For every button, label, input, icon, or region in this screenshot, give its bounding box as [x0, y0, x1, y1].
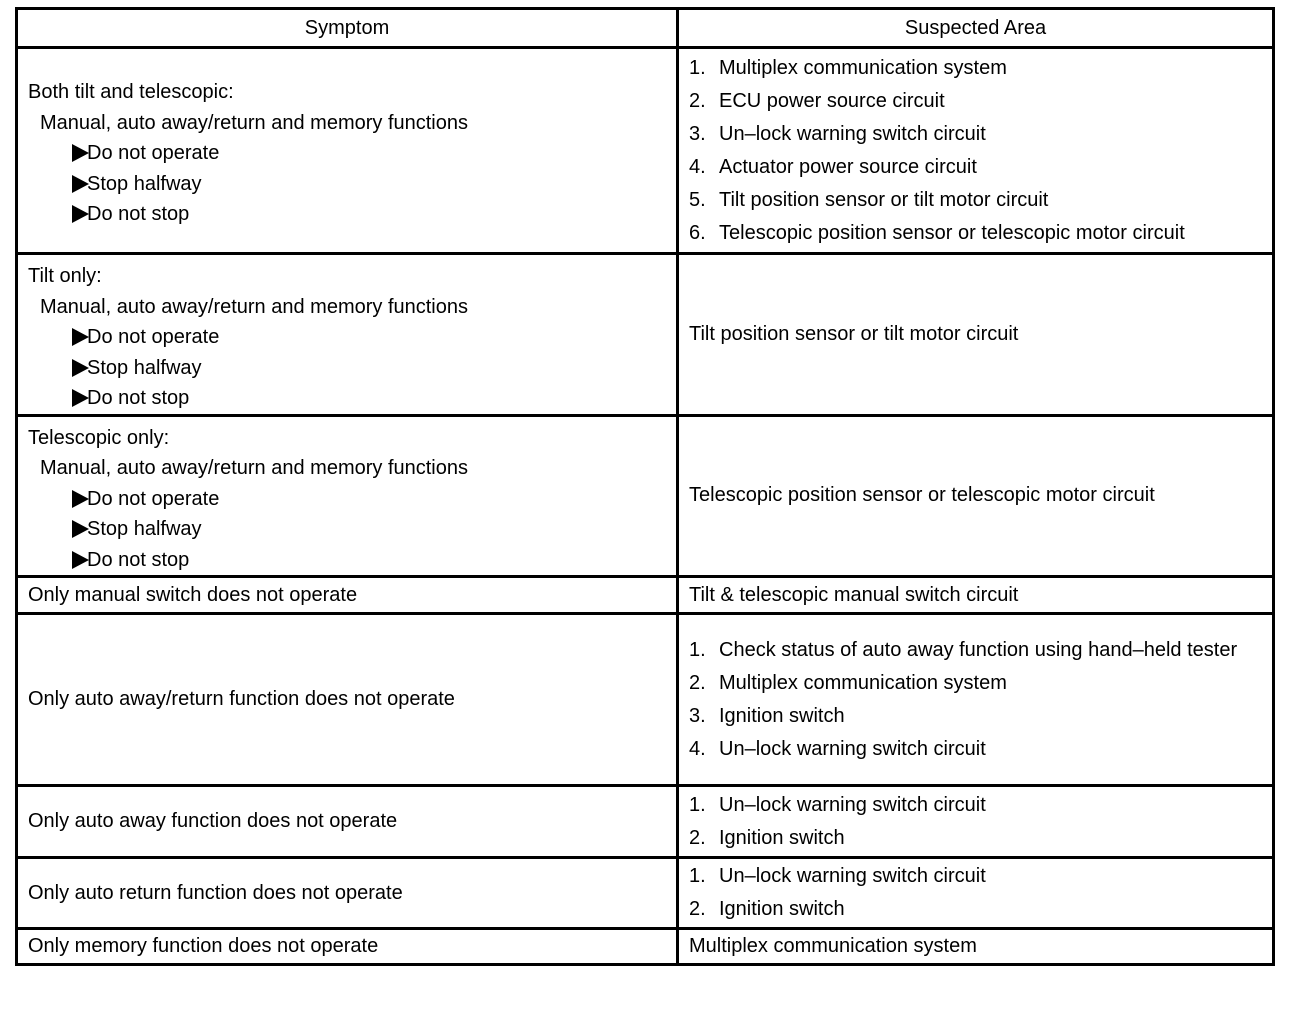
symptom-line — [28, 261, 666, 292]
item-text: Ignition switch — [719, 826, 845, 849]
suspected-area-cell — [678, 254, 1274, 416]
symptom-text: Tilt only: — [28, 265, 102, 287]
item-text: Un–lock warning switch circuit — [719, 865, 986, 887]
item-text: Check status of auto away function using hand–held tester — [719, 638, 1238, 661]
item-number: 1. — [689, 638, 706, 661]
symptom-cell — [17, 614, 678, 786]
item-text: ECU power source circuit — [719, 89, 945, 112]
item-text: Ignition switch — [719, 704, 845, 727]
symptom-text: Do not operate — [87, 487, 220, 510]
table-row — [17, 254, 1274, 416]
symptom-text: Only memory function does not operate — [28, 935, 379, 958]
suspected-area-cell — [678, 415, 1274, 577]
suspected-item — [689, 217, 1262, 250]
symptom-line — [28, 423, 666, 454]
symptom-line — [28, 383, 666, 414]
suspected-area-cell — [678, 48, 1274, 254]
item-number: 5. — [689, 188, 706, 211]
suspected-item — [689, 85, 1262, 118]
table-row — [17, 786, 1274, 858]
symptom-line — [28, 545, 666, 576]
symptom-table — [15, 7, 1275, 966]
item-number: 6. — [689, 221, 706, 244]
suspected-area-header: Suspected Area — [678, 9, 1274, 48]
symptom-cell — [17, 48, 678, 254]
suspected-item — [689, 733, 1262, 766]
suspected-area-cell — [678, 614, 1274, 786]
symptom-line — [28, 684, 666, 715]
symptom-line — [28, 806, 666, 837]
symptom-text: Manual, auto away/return and memory functions — [40, 295, 468, 318]
symptom-line — [28, 292, 666, 323]
symptom-line — [28, 138, 666, 169]
item-number: 3. — [689, 122, 706, 145]
table-row — [17, 48, 1274, 254]
symptom-line — [28, 931, 666, 962]
suspected-area-cell — [678, 858, 1274, 929]
suspected-area-cell — [678, 786, 1274, 858]
item-text: Un–lock warning switch circuit — [719, 793, 986, 816]
symptom-text: Manual, auto away/return and memory functions — [40, 457, 468, 479]
table-row — [17, 577, 1274, 614]
suspected-item — [689, 118, 1262, 151]
symptom-text: Do not stop — [87, 203, 190, 226]
item-text: Multiplex communication system — [719, 56, 1007, 79]
suspected-item — [689, 860, 1262, 893]
symptom-cell — [17, 415, 678, 577]
symptom-line — [28, 199, 666, 230]
suspected-item — [689, 667, 1262, 700]
item-text: Telescopic position sensor or telescopic motor circuit — [719, 221, 1185, 244]
item-number: 2. — [689, 671, 706, 694]
symptom-text: Both tilt and telescopic: — [28, 81, 234, 104]
symptom-text: Telescopic only: — [28, 426, 170, 449]
table-row — [17, 415, 1274, 577]
suspected-area-cell — [678, 929, 1274, 965]
suspected-item — [689, 893, 1262, 926]
symptom-cell — [17, 577, 678, 614]
item-number: 1. — [689, 56, 706, 79]
symptom-line — [28, 353, 666, 384]
symptom-text: Do not stop — [87, 387, 190, 409]
item-text: Ignition switch — [719, 898, 845, 920]
suspected-item — [689, 822, 1262, 855]
symptom-header: Symptom — [17, 9, 678, 48]
symptom-text: Only auto away function does not operate — [28, 810, 398, 833]
symptom-text: Do not operate — [87, 326, 220, 348]
item-number: 4. — [689, 737, 706, 760]
item-text: Multiplex communication system — [719, 671, 1007, 694]
item-number: 2. — [689, 89, 706, 112]
suspected-item — [689, 700, 1262, 733]
symptom-cell — [17, 929, 678, 965]
symptom-text: Stop halfway — [87, 172, 202, 195]
suspected-item — [689, 151, 1262, 184]
table-row — [17, 858, 1274, 929]
symptom-text: Manual, auto away/return and memory functions — [40, 111, 468, 134]
table-row — [17, 929, 1274, 965]
item-text: Tilt position sensor or tilt motor circuit — [719, 188, 1049, 211]
item-number: 2. — [689, 898, 706, 920]
symptom-line — [28, 878, 666, 909]
symptom-text: Do not stop — [87, 548, 190, 571]
symptom-line — [28, 484, 666, 515]
symptom-cell — [17, 786, 678, 858]
symptom-line — [28, 77, 666, 108]
table-row — [17, 614, 1274, 786]
suspected-text: Multiplex communication system — [689, 935, 977, 957]
symptom-line — [28, 169, 666, 200]
header-row — [17, 9, 1274, 48]
suspected-text: Tilt position sensor or tilt motor circuit — [689, 322, 1019, 345]
symptom-cell — [17, 858, 678, 929]
suspected-item — [689, 789, 1262, 822]
symptom-line — [28, 580, 666, 611]
symptom-line — [28, 514, 666, 545]
item-number: 1. — [689, 865, 706, 887]
symptom-line — [28, 453, 666, 484]
suspected-item — [689, 184, 1262, 217]
symptom-text: Only manual switch does not operate — [28, 583, 358, 606]
item-text: Actuator power source circuit — [719, 155, 977, 178]
suspected-text: Tilt & telescopic manual switch circuit — [689, 583, 1019, 606]
item-number: 3. — [689, 704, 706, 727]
suspected-area-cell — [678, 577, 1274, 614]
suspected-text: Telescopic position sensor or telescopic motor circuit — [689, 484, 1155, 507]
symptom-cell — [17, 254, 678, 416]
symptom-text: Do not operate — [87, 142, 220, 165]
symptom-text: Stop halfway — [87, 356, 202, 379]
symptom-line — [28, 108, 666, 139]
item-text: Un–lock warning switch circuit — [719, 737, 986, 760]
suspected-item — [689, 634, 1262, 667]
symptom-text: Stop halfway — [87, 518, 202, 540]
item-number: 1. — [689, 793, 706, 816]
symptom-text: Only auto away/return function does not operate — [28, 688, 455, 711]
item-number: 2. — [689, 826, 706, 849]
item-number: 4. — [689, 155, 706, 178]
symptom-line — [28, 322, 666, 353]
symptom-text: Only auto return function does not operate — [28, 881, 403, 904]
suspected-item — [689, 52, 1262, 85]
item-text: Un–lock warning switch circuit — [719, 122, 986, 145]
